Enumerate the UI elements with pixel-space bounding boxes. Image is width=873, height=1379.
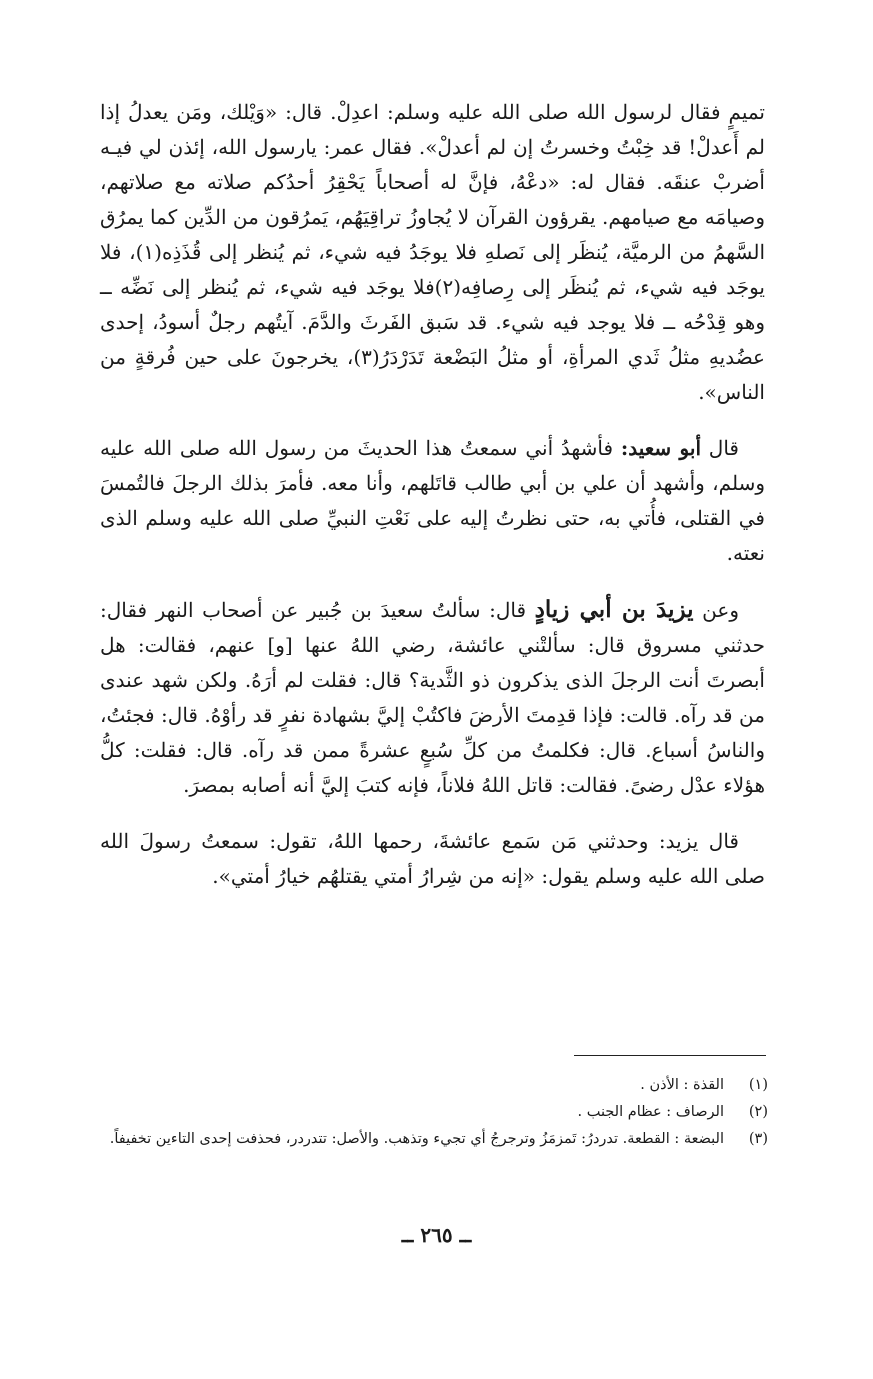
paragraph-aisha: قال يزيد: وحدثني مَن سَمع عائشةَ، رحمها اللهُ، تقول: سمعتُ رسولَ الله صلى الله عليه وسلم يقول: «إنه من شِرارُ أمتي يقتلهُم خيارُ أمتي». — [100, 829, 765, 888]
paragraph-abu-said-text: فأشهدُ أني سمعتُ هذا الحديثَ من رسول الله صلى الله عليه وسلم، وأشهد أن علي بن أبي طالب قاتَلهم، وأنا معه. فأمرَ بذلك الرجلَ فالتُمسَ في القتلى، فأُتي به، حتى نظرتُ إليه على نَعْتِ النبيِّ صلى الله عليه وسلم الذى نعته. — [100, 436, 765, 565]
footnote-number: (٢) — [748, 1104, 768, 1120]
footnote-text: الرصاف : عظام الجنب . — [577, 1104, 724, 1120]
footnote-2 — [100, 1099, 768, 1126]
footnote-text: القذة : الأذن . — [640, 1077, 724, 1093]
page-number: ــ ٢٦٥ ــ — [401, 1223, 472, 1247]
paragraph-hadith: تميمٍ فقال لرسول الله صلى الله عليه وسلم: اعدِلْ. قال: «وَيْلك، ومَن يعدلُ إذا لم أَعدلْ! قد خِبْتُ وخسرتُ إن لم أعدلْ». فقال عمر: يارسول الله، إئذن لي فيـه أضربْ عنقَه. فقال له: «دعْهُ، فإنَّ له أصحاباً يَحْقِرُ أحدُكم صلاته مع صلاتهم، وصيامَه مع صيامهم. يقرؤون القرآن لا يُجاوزُ تراقِيَهُم، يَمرُقون من الدِّين كما يمرُق السَّهمُ من الرميَّة، يُنظَر إلى نَصلهِ فلا يوجَدُ فيه شيء، ثم يُنظر إلى قُذَذِه(١)، فلا يوجَد فيه شيء، ثم يُنظَر إلى رِصافِه(٢)فلا يوجَد فيه شيء، ثم يُنظر إلى نَضِّه ــ وهو قِدْحُه ــ فلا يوجد فيه شيء. قد سَبق الفَرثَ والدَّمَ. آيتُهم رجلٌ أسودُ، إحدى عضُديهِ مثلُ ثَدي المرأةِ، أو مثلُ البَضْعة تَدَرْدَرُ(٣)، يخرجونَ على حين فُرقةٍ من الناس». — [100, 100, 766, 404]
main-text — [100, 95, 765, 915]
footnote-3 — [100, 1126, 768, 1153]
footnote-number: (٣) — [748, 1131, 768, 1147]
footnote-number: (١) — [748, 1077, 768, 1093]
footnotes — [100, 1072, 768, 1153]
paragraph-abu-said-lead: قال — [701, 436, 739, 460]
paragraph-yazid-text: قال: سألتُ سعيدَ بن جُبير عن أصحاب النهر فقال: حدثني مسروق قال: سألتْني عائشة، رضي اللهُ عنها [و] عنهم، فقالت: هل أبصرتَ أنت الرجلَ الذى يذكرون ذو الثَّدية؟ قال: فقلت لم أرَهُ. ولكن شهد عندى من قد رآه. قالت: فإذا قدِمتَ الأرضَ فاكتُبْ إليَّ بشهادة نفرٍ قد رأوْهُ. قال: فجئتُ، والناسُ أسباع. قال: فكلمتُ من كلِّ سُبعٍ عشرةً ممن قد رآه. قال: فقلت: كلُّ هؤلاء عدْل رضىً. فقالت: قاتل اللهُ فلاناً، فإنه كتبَ إليَّ أنه أصابه بمصرَ. — [100, 598, 765, 797]
narrator-abu-said: أبو سعيد: — [620, 436, 702, 460]
paragraph-abu-said — [100, 431, 765, 571]
paragraph-yazid — [100, 592, 765, 803]
paragraph-yazid-lead: وعن — [693, 598, 739, 622]
narrator-yazid: يزيدَ بن أبي زيادٍ — [534, 596, 694, 623]
footnote-1 — [100, 1072, 768, 1099]
footnote-text: البضعة : القطعة. تدردرُ: تَمزمَزُ وترجرجُ أي تجيء وتذهب. والأصل: تتدردر، فحذفت إحدى التاءين تخفيفاً. — [109, 1131, 724, 1147]
footnote-divider — [574, 1055, 766, 1056]
